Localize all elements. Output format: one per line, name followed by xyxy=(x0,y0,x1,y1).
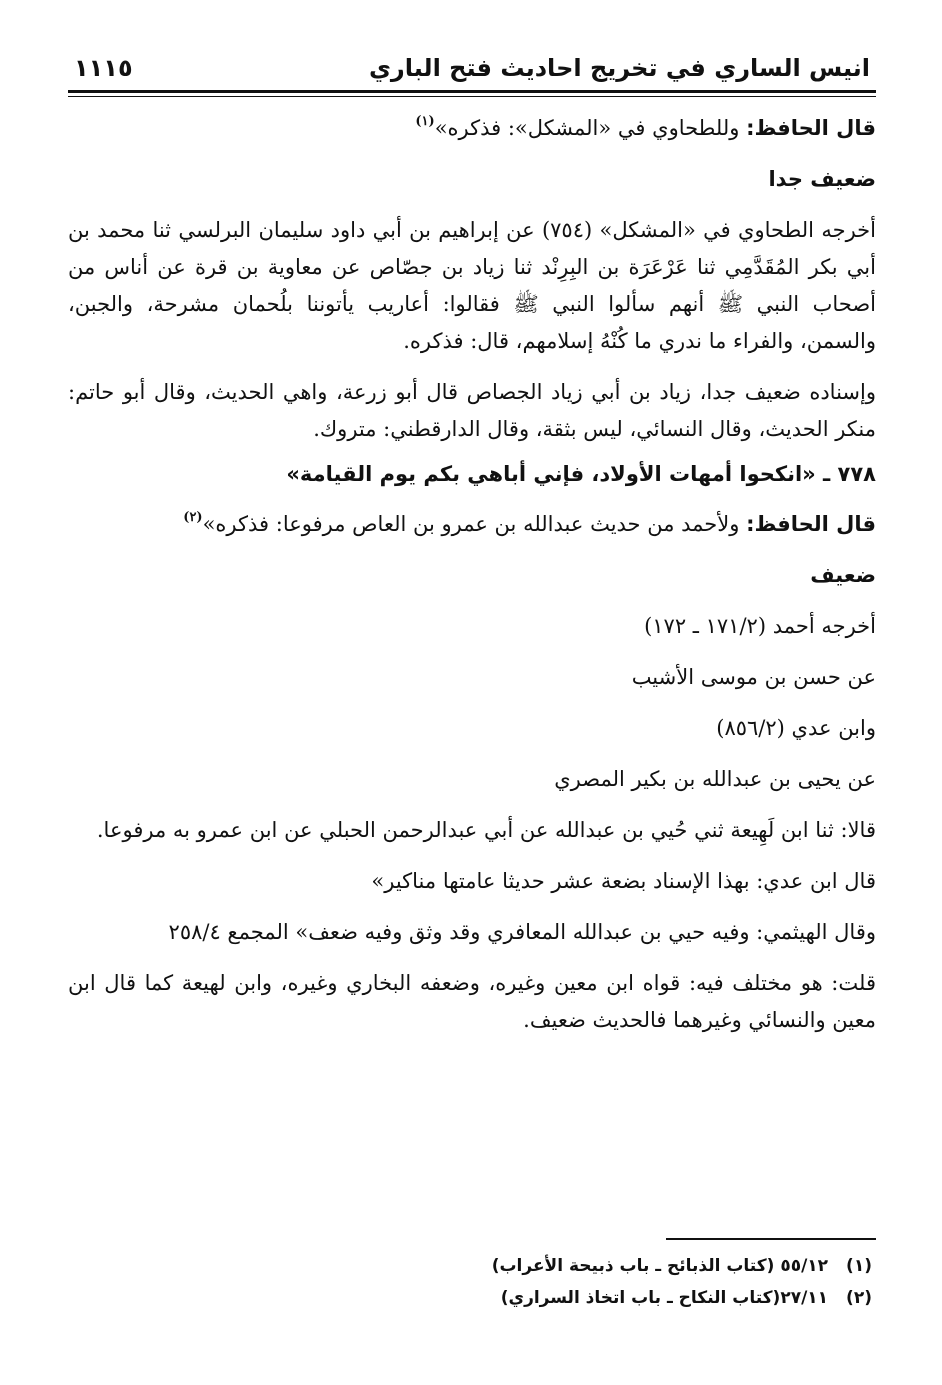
grade-very-weak: ضعيف جدا xyxy=(768,167,876,191)
page-number: ١١١٥ xyxy=(74,54,133,82)
chain-paragraph: قالا: ثنا ابن لَهِيعة ثني حُيي بن عبدالله عن أبي عبدالرحمن الحبلي عن ابن عمرو به مرفوعا. xyxy=(96,818,876,842)
footnote-ref-1: (١) xyxy=(415,114,435,129)
hadith-heading-778: ٧٧٨ ـ «انكحوا أمهات الأولاد، فإني أباهي بكم يوم القيامة» xyxy=(286,462,876,486)
ibn-adi-comment: قال ابن عدي: بهذا الإسناد بضعة عشر حديثا عامتها مناكير» xyxy=(371,869,876,893)
source-ahmad: أخرجه أحمد (١٧١/٢ ـ ١٧٢) xyxy=(644,614,876,638)
narrator-yahya: عن يحيى بن عبدالله بن بكير المصري xyxy=(554,767,876,791)
running-title: انيس الساري في تخريج احاديث فتح الباري xyxy=(368,54,870,82)
footnote xyxy=(66,1282,872,1314)
author-comment: قلت: هو مختلف فيه: قواه ابن معين وغيره، وضعفه البخاري وغيره، وابن لهيعة كما قال ابن معين والنسائي وغيرهما فالحديث ضعيف. xyxy=(68,971,876,1032)
footnotes xyxy=(66,1250,872,1314)
footnote-text: ٢٧/١١(كتاب النكاح ـ باب اتخاذ السراري) xyxy=(500,1288,829,1308)
isnad-paragraph: وإسناده ضعيف جدا، زياد بن أبي زياد الجصاص قال أبو زرعة، واهي الحديث، وقال أبو حاتم: منكر الحديث، وقال النسائي، ليس بثقة، وقال الدارقطني: متروك. xyxy=(68,380,876,441)
hafiz-text: وللطحاوي في «المشكل»: فذكره» xyxy=(434,116,740,140)
haythami-comment: وقال الهيثمي: وفيه حيي بن عبدالله المعافري وقد وثق وفيه ضعف» المجمع ٢٥٨/٤ xyxy=(168,920,876,944)
footnote-number: (٢) xyxy=(846,1288,872,1308)
header-rule-thin xyxy=(68,96,876,97)
footnote xyxy=(66,1250,872,1282)
source-ibn-adi: وابن عدي (٨٥٦/٢) xyxy=(716,716,876,740)
narrator-hasan: عن حسن بن موسى الأشيب xyxy=(631,665,876,689)
hafiz-label: قال الحافظ: xyxy=(746,512,876,536)
grade-weak: ضعيف xyxy=(810,563,876,587)
hafiz-quote-2 xyxy=(68,499,876,543)
page-body xyxy=(68,103,876,1039)
footnote-rule xyxy=(666,1238,876,1240)
header-rule-thick xyxy=(68,90,876,93)
footnote-number: (١) xyxy=(846,1256,872,1276)
footnote-ref-2: (٢) xyxy=(183,510,203,525)
footnote-text: ٥٥/١٢ (كتاب الذبائح ـ باب ذبيحة الأعراب) xyxy=(491,1256,829,1276)
page-header xyxy=(68,52,876,90)
hafiz-quote-1 xyxy=(68,103,876,147)
hafiz-text: ولأحمد من حديث عبدالله بن عمرو بن العاص مرفوعا: فذكره» xyxy=(202,512,740,536)
takhrij-paragraph: أخرجه الطحاوي في «المشكل» (٧٥٤) عن إبراهيم بن أبي داود سليمان البرلسي ثنا محمد بن أبي بكر المُقَدَّمِي ثنا عَرْعَرَة بن البِرِنْد ثنا زياد بن جصّاص عن معاوية بن قرة عن أناس من أصحاب النبي ﷺ أنهم سألوا النبي ﷺ فقالوا: أعاريب يأتوننا بلُحمان مشرحة، والجبن، والسمن، والفراء ما ندري ما كُنْهُ إسلامهم، قال: فذكره. xyxy=(68,218,876,353)
hafiz-label: قال الحافظ: xyxy=(746,116,876,140)
